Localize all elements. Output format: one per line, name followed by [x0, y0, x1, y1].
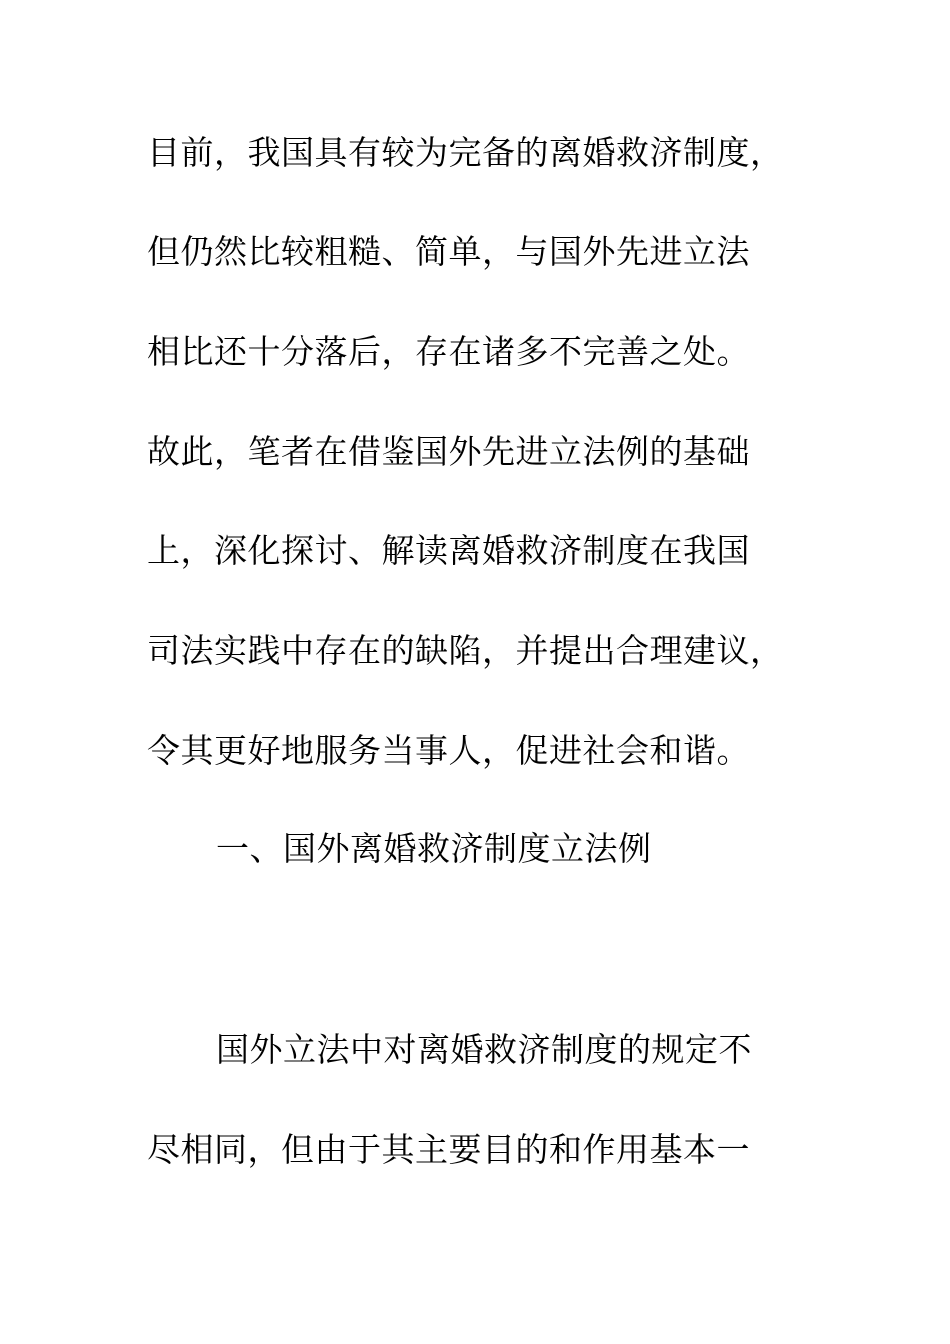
- paragraph-line: 相比还十分落后，存在诸多不完善之处。: [147, 332, 750, 371]
- paragraph-line: 尽相同，但由于其主要目的和作用基本一: [147, 1130, 750, 1169]
- paragraph-line: 故此，笔者在借鉴国外先进立法例的基础: [147, 432, 750, 471]
- paragraph-line: 目前，我国具有较为完备的离婚救济制度，: [147, 133, 784, 172]
- paragraph-line: 司法实践中存在的缺陷，并提出合理建议，: [147, 631, 784, 670]
- paragraph-line: 上，深化探讨、解读离婚救济制度在我国: [147, 531, 750, 570]
- paragraph-line: 令其更好地服务当事人，促进社会和谐。: [147, 731, 750, 770]
- paragraph-line: 但仍然比较粗糙、简单，与国外先进立法: [147, 232, 750, 271]
- paragraph-line: 国外立法中对离婚救济制度的规定不: [216, 1030, 752, 1069]
- section-heading: 一、国外离婚救济制度立法例: [216, 829, 652, 868]
